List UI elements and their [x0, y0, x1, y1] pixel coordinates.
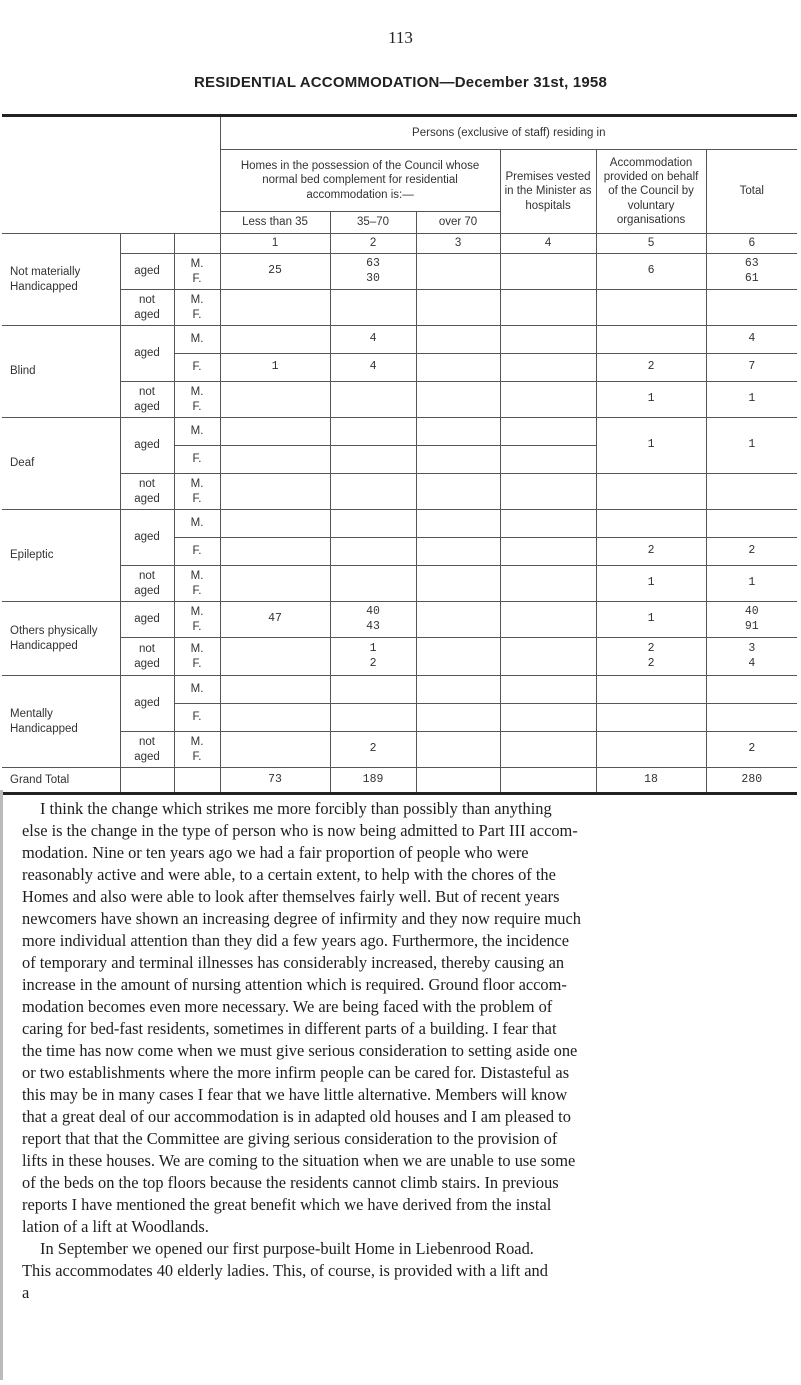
text-line: Homes and also were able to look after themselves fairly well. But of recent years [22, 887, 560, 906]
total-header: Total [706, 150, 797, 234]
table-cell: 1 [706, 382, 797, 418]
super-header: Persons (exclusive of staff) residing in [220, 116, 797, 150]
table-cell: 2 [706, 538, 797, 566]
text-line: report that that the Committee are giving serious consideration to the provision of [22, 1129, 558, 1148]
table-cell: 189 [330, 768, 416, 794]
table-cell: 63 61 [706, 254, 797, 290]
label-not: not [139, 570, 155, 583]
table-cell: 1 [220, 354, 330, 382]
text-line: modation becomes even more necessary. We are being faced with the problem of [22, 997, 553, 1016]
table-cell: 4 [330, 354, 416, 382]
sex-label: F. [174, 354, 220, 382]
page-title: RESIDENTIAL ACCOMMODATION—December 31st, 1958 [194, 74, 607, 91]
col-number: 6 [706, 234, 797, 254]
premises-header: Premises vested in the Minister as hospitals [500, 150, 596, 234]
cat-not-materially-handicapped [2, 234, 120, 326]
table-cell: 6 [596, 254, 706, 290]
table-cell: 280 [706, 768, 797, 794]
table-cell: 2 [706, 732, 797, 768]
cat-others-physically-handicapped [2, 602, 120, 676]
label-aged: aged [134, 492, 160, 505]
label-not: not [139, 736, 155, 749]
table-cell: 63 30 [330, 254, 416, 290]
text-line: reports I have mentioned the great benefit which we have derived from the instal [22, 1195, 552, 1214]
sex-label: M. F. [174, 732, 220, 768]
table-cell: 7 [706, 354, 797, 382]
col-number: 2 [330, 234, 416, 254]
text-line: This accommodates 40 elderly ladies. This, of course, is provided with a lift and [22, 1261, 548, 1280]
sub-label-not-aged [120, 732, 174, 768]
cat-label: Mentally Handicapped [10, 708, 78, 735]
table-cell: 1 [706, 566, 797, 602]
text-line: increase in the amount of nursing attention which is required. Ground floor accom- [22, 975, 567, 994]
sub-label-not-aged [120, 566, 174, 602]
label-not: not [139, 386, 155, 399]
35-70-header: 35–70 [330, 212, 416, 234]
table-cell: 18 [596, 768, 706, 794]
over-70-header: over 70 [416, 212, 500, 234]
table-cell: 47 [220, 602, 330, 638]
label-aged: aged [134, 657, 160, 670]
table-cell: 1 [596, 382, 706, 418]
text-line: lation of a lift at Woodlands. [22, 1217, 209, 1236]
text-line: modation. Nine or ten years ago we had a fair proportion of people who were [22, 843, 529, 862]
less-than-35-header: Less than 35 [220, 212, 330, 234]
voluntary-header: Accommodation provided on behalf of the Council by voluntary organisations [596, 150, 706, 234]
label-aged: aged [134, 308, 160, 321]
sub-label-aged: aged [120, 676, 174, 732]
text-line: or two establishments where the more infirm people can be cared for. Distasteful as [22, 1063, 570, 1082]
sex-label: M. F. [174, 602, 220, 638]
sex-label: M. [174, 326, 220, 354]
cat-epileptic: Epileptic [2, 510, 120, 602]
sub-label-aged: aged [120, 602, 174, 638]
table-cell: 73 [220, 768, 330, 794]
col-number: 5 [596, 234, 706, 254]
table-cell: 2 [330, 732, 416, 768]
sub-label-aged: aged [120, 326, 174, 382]
cat-mentally-handicapped [2, 676, 120, 768]
text-line: that a great deal of our accommodation is in adapted old houses and I am pleased to [22, 1107, 571, 1126]
text-line: else is the change in the type of person who is now being admitted to Part III accom- [22, 821, 578, 840]
table-cell: 40 91 [706, 602, 797, 638]
col-number: 1 [220, 234, 330, 254]
label-aged: aged [134, 400, 160, 413]
sex-label: F. [174, 538, 220, 566]
sex-label: F. [174, 446, 220, 474]
body-text [0, 798, 800, 1368]
sub-label-aged: aged [120, 510, 174, 566]
sub-label-not-aged [120, 474, 174, 510]
text-line: more individual attention than they did a few years ago. Furthermore, the incidence [22, 931, 570, 950]
sub-label-not-aged [120, 290, 174, 326]
sex-label: M. F. [174, 474, 220, 510]
text-line: newcomers have shown an increasing degree of infirmity and they now require much [22, 909, 581, 928]
table-cell: 4 [706, 326, 797, 354]
sex-label: M. [174, 676, 220, 704]
table-cell: 3 4 [706, 638, 797, 676]
cat-grand-total: Grand Total [2, 768, 120, 794]
table-cell: 1 [596, 418, 706, 474]
text-line: I think the change which strikes me more forcibly than possibly than anything [40, 799, 552, 818]
text-line: of the beds on the top floors because the residents cannot climb stairs. In previous [22, 1173, 559, 1192]
col-number: 3 [416, 234, 500, 254]
text-line: of temporary and terminal illnesses has considerably increased, thereby causing an [22, 953, 565, 972]
cat-blind: Blind [2, 326, 120, 418]
homes-header: Homes in the possession of the Council whose normal bed complement for residential accommodation is:— [220, 150, 500, 212]
table-cell: 1 [596, 602, 706, 638]
text-line: caring for bed-fast residents, sometimes in different parts of a building. I fear that [22, 1019, 557, 1038]
label-aged: aged [134, 750, 160, 763]
table-cell: 25 [220, 254, 330, 290]
text-line: the time has now come when we must give serious consideration to setting aside one [22, 1041, 578, 1060]
text-line: In September we opened our first purpose-built Home in Liebenrood Road. [40, 1239, 534, 1258]
text-line: a [22, 1283, 30, 1302]
label-aged: aged [134, 584, 160, 597]
cat-label: Not materially Handicapped [10, 266, 81, 293]
cat-deaf: Deaf [2, 418, 120, 510]
sub-label-aged: aged [120, 418, 174, 474]
text-line: lifts in these houses. We are coming to the situation when we are unable to use some [22, 1151, 576, 1170]
text-line: this may be in many cases I fear that we have little alternative. Members will know [22, 1085, 568, 1104]
table-cell: 4 [330, 326, 416, 354]
table-cell: 40 43 [330, 602, 416, 638]
sex-label: M. [174, 418, 220, 446]
label-not: not [139, 294, 155, 307]
table-cell: 2 2 [596, 638, 706, 676]
text-line: reasonably active and were able, to a certain extent, to help with the chores of the [22, 865, 556, 884]
col-number: 4 [500, 234, 596, 254]
sex-label: M. F. [174, 290, 220, 326]
table-cell: 2 [596, 538, 706, 566]
table-cell: 1 [706, 418, 797, 474]
sex-label: M. [174, 510, 220, 538]
sub-label-aged: aged [120, 254, 174, 290]
page-number: 113 [388, 28, 413, 47]
sub-label-not-aged [120, 638, 174, 676]
table-corner [2, 116, 220, 234]
table-cell: 1 [596, 566, 706, 602]
sex-label: M. F. [174, 254, 220, 290]
residential-accommodation-table [2, 114, 797, 795]
label-not: not [139, 643, 155, 656]
sex-label: M. F. [174, 566, 220, 602]
sex-label: M. F. [174, 638, 220, 676]
table-cell: 1 2 [330, 638, 416, 676]
sex-label: F. [174, 704, 220, 732]
cat-label: Others physically Handicapped [10, 625, 98, 652]
sub-label-not-aged [120, 382, 174, 418]
label-not: not [139, 478, 155, 491]
table-cell: 2 [596, 354, 706, 382]
sex-label: M. F. [174, 382, 220, 418]
